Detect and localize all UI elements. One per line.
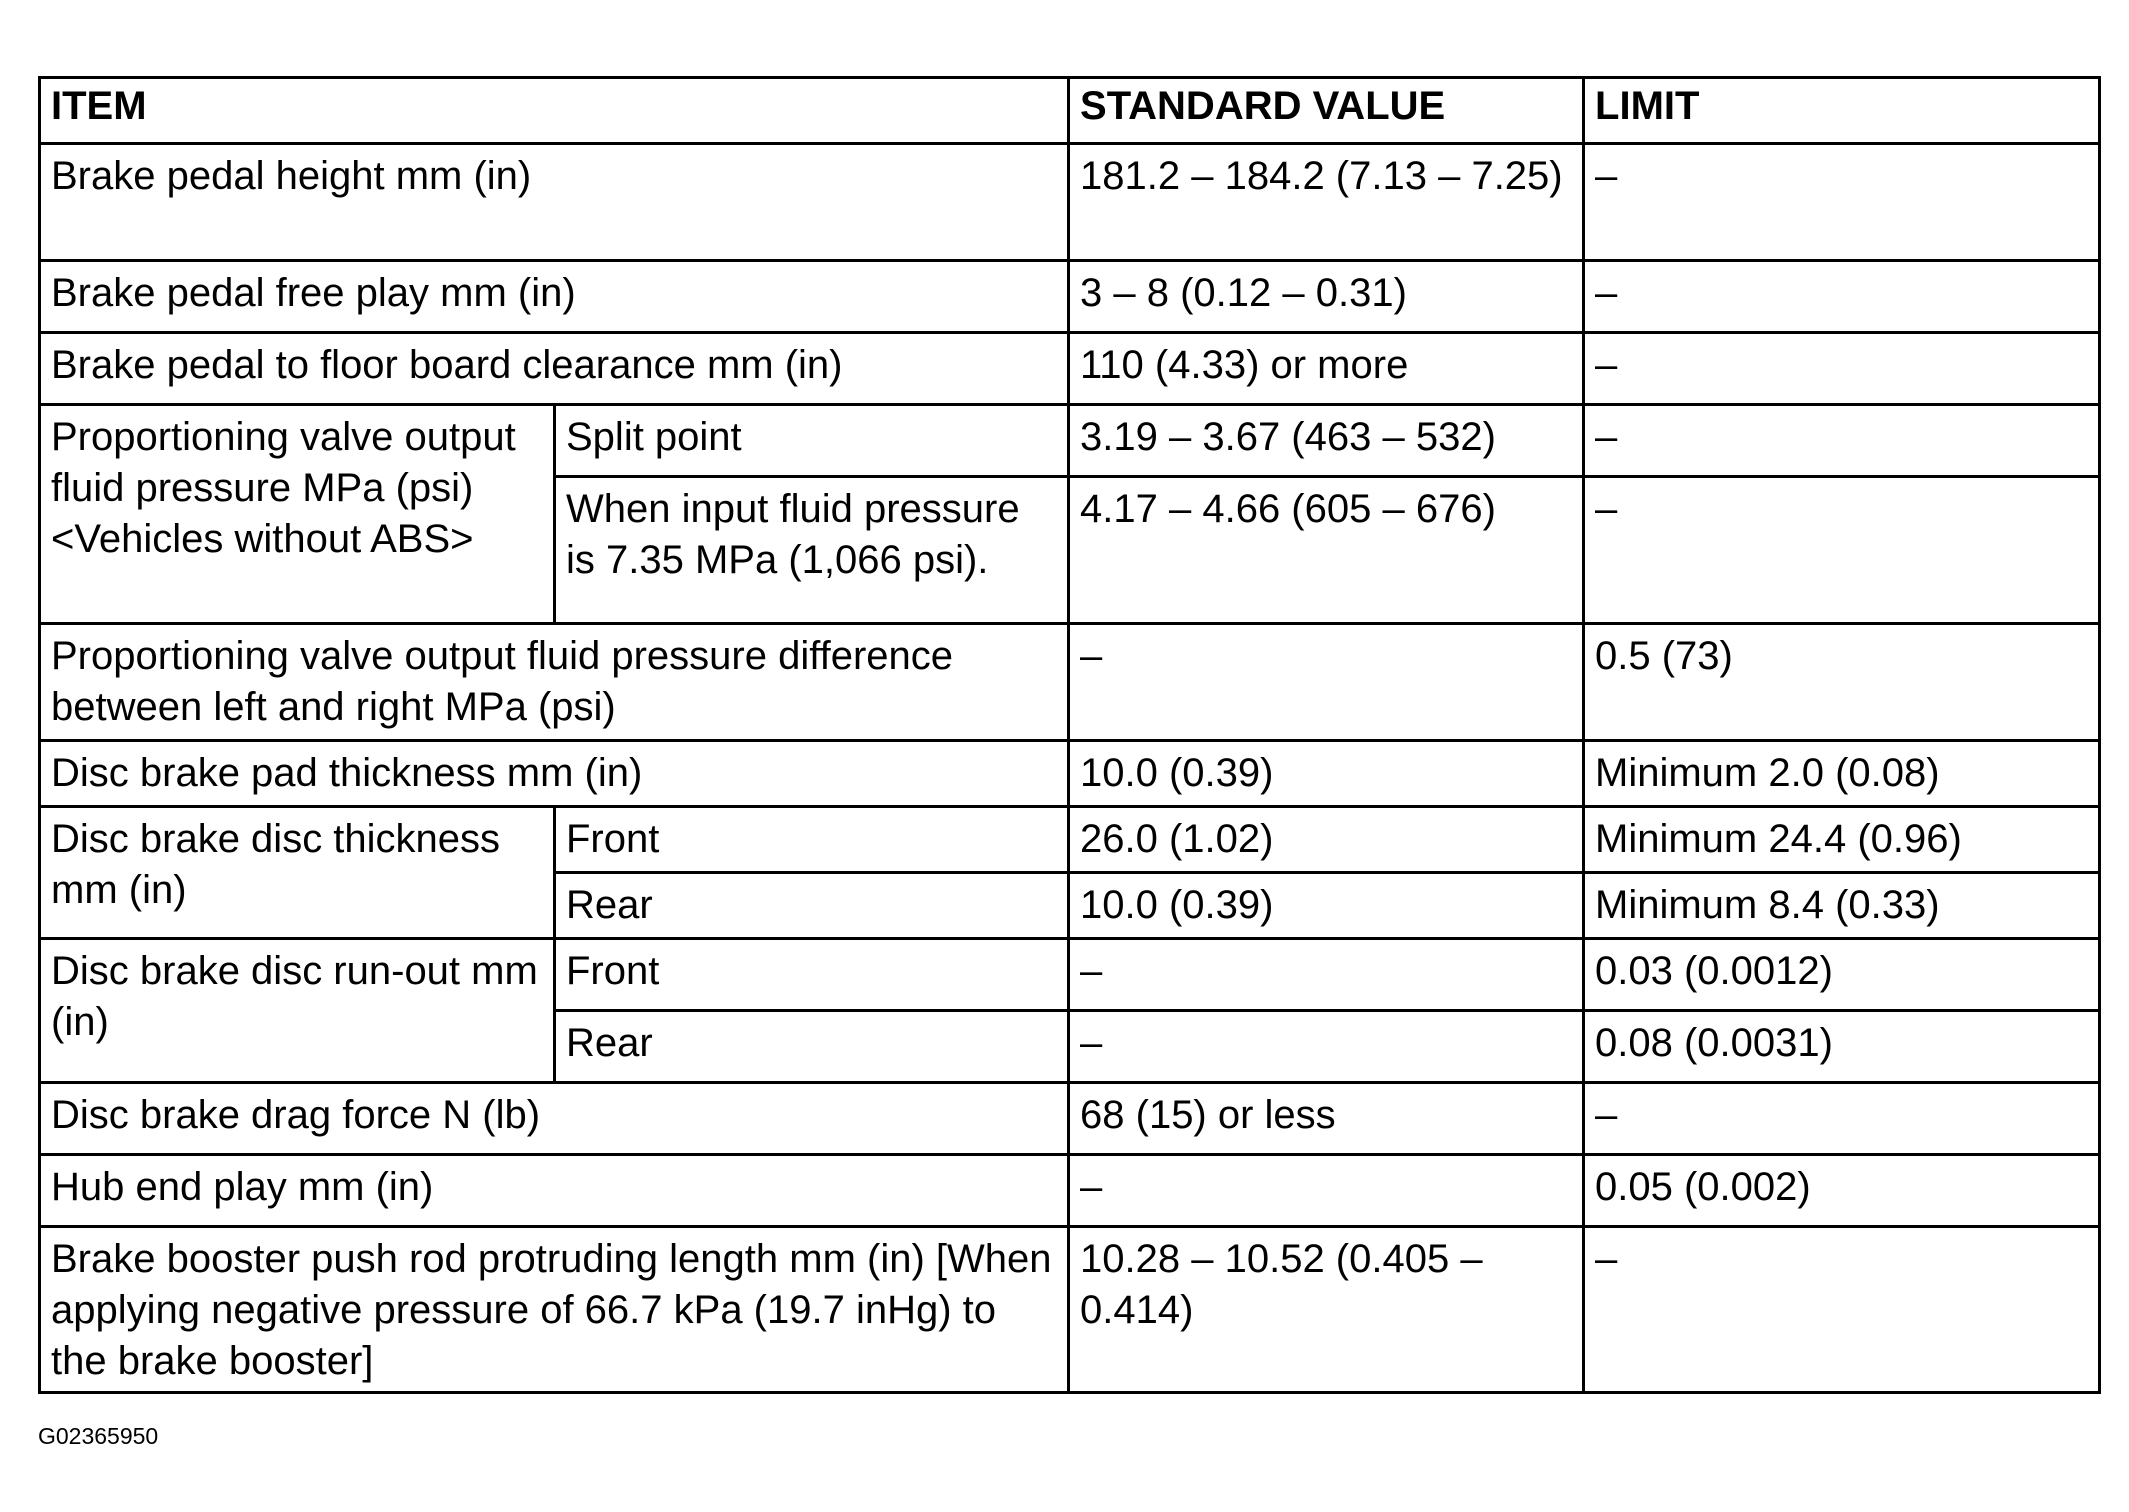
item-cell: Proportioning valve output fluid pressure MPa (psi) <Vehicles without ABS>: [40, 405, 555, 624]
standard-value-cell: 68 (15) or less: [1069, 1083, 1584, 1155]
table-row: [40, 939, 2100, 1011]
standard-value-cell: 110 (4.33) or more: [1069, 333, 1584, 405]
table-row: [40, 624, 2100, 741]
limit-cell: –: [1584, 405, 2100, 477]
standard-value-cell: –: [1069, 939, 1584, 1011]
standard-value-cell: 3 – 8 (0.12 – 0.31): [1069, 261, 1584, 333]
standard-value-cell: –: [1069, 1011, 1584, 1083]
item-cell: Brake pedal height mm (in): [40, 144, 1069, 261]
limit-cell: 0.5 (73): [1584, 624, 2100, 741]
table-row: [40, 405, 2100, 477]
sub-item-cell: When input fluid pressure is 7.35 MPa (1,066 psi).: [555, 477, 1069, 624]
limit-cell: –: [1584, 261, 2100, 333]
table-row: [40, 1227, 2100, 1393]
table-row: [40, 807, 2100, 873]
figure-code: G02365950: [38, 1423, 159, 1449]
table-row: [40, 1155, 2100, 1227]
standard-value-cell: 10.28 – 10.52 (0.405 – 0.414): [1069, 1227, 1584, 1393]
sub-item-cell: Split point: [555, 405, 1069, 477]
table-row: [40, 261, 2100, 333]
table-row: [40, 333, 2100, 405]
limit-cell: –: [1584, 1083, 2100, 1155]
table-row: [40, 144, 2100, 261]
item-cell: Brake pedal free play mm (in): [40, 261, 1069, 333]
sub-item-cell: Front: [555, 807, 1069, 873]
table-header-row: [40, 78, 2100, 144]
limit-cell: 0.08 (0.0031): [1584, 1011, 2100, 1083]
standard-value-cell: 3.19 – 3.67 (463 – 532): [1069, 405, 1584, 477]
limit-cell: –: [1584, 477, 2100, 624]
standard-value-cell: 10.0 (0.39): [1069, 873, 1584, 939]
limit-cell: –: [1584, 144, 2100, 261]
table-row: [40, 741, 2100, 807]
standard-value-cell: 26.0 (1.02): [1069, 807, 1584, 873]
standard-value-column-header: STANDARD VALUE: [1069, 78, 1584, 144]
item-column-header: ITEM: [40, 78, 1069, 144]
item-cell: Proportioning valve output fluid pressure difference between left and right MPa (psi): [40, 624, 1069, 741]
standard-value-cell: 10.0 (0.39): [1069, 741, 1584, 807]
standard-value-cell: –: [1069, 624, 1584, 741]
standard-value-cell: 181.2 – 184.2 (7.13 – 7.25): [1069, 144, 1584, 261]
limit-cell: –: [1584, 333, 2100, 405]
sub-item-cell: Front: [555, 939, 1069, 1011]
item-cell: Brake pedal to floor board clearance mm (in): [40, 333, 1069, 405]
item-cell: Disc brake disc run-out mm (in): [40, 939, 555, 1083]
limit-cell: Minimum 2.0 (0.08): [1584, 741, 2100, 807]
item-cell: Disc brake pad thickness mm (in): [40, 741, 1069, 807]
limit-cell: –: [1584, 1227, 2100, 1393]
standard-value-cell: 4.17 – 4.66 (605 – 676): [1069, 477, 1584, 624]
limit-cell: 0.03 (0.0012): [1584, 939, 2100, 1011]
item-cell: Disc brake disc thickness mm (in): [40, 807, 555, 939]
table-row: [40, 1083, 2100, 1155]
limit-cell: Minimum 24.4 (0.96): [1584, 807, 2100, 873]
standard-value-cell: –: [1069, 1155, 1584, 1227]
brake-specifications-table: [38, 76, 2101, 1394]
sub-item-cell: Rear: [555, 873, 1069, 939]
item-cell: Brake booster push rod protruding length mm (in) [When applying negative pressure of 66.7 kPa (19.7 inHg) to the brake booster]: [40, 1227, 1069, 1393]
limit-cell: Minimum 8.4 (0.33): [1584, 873, 2100, 939]
sub-item-cell: Rear: [555, 1011, 1069, 1083]
item-cell: Hub end play mm (in): [40, 1155, 1069, 1227]
limit-cell: 0.05 (0.002): [1584, 1155, 2100, 1227]
limit-column-header: LIMIT: [1584, 78, 2100, 144]
item-cell: Disc brake drag force N (lb): [40, 1083, 1069, 1155]
